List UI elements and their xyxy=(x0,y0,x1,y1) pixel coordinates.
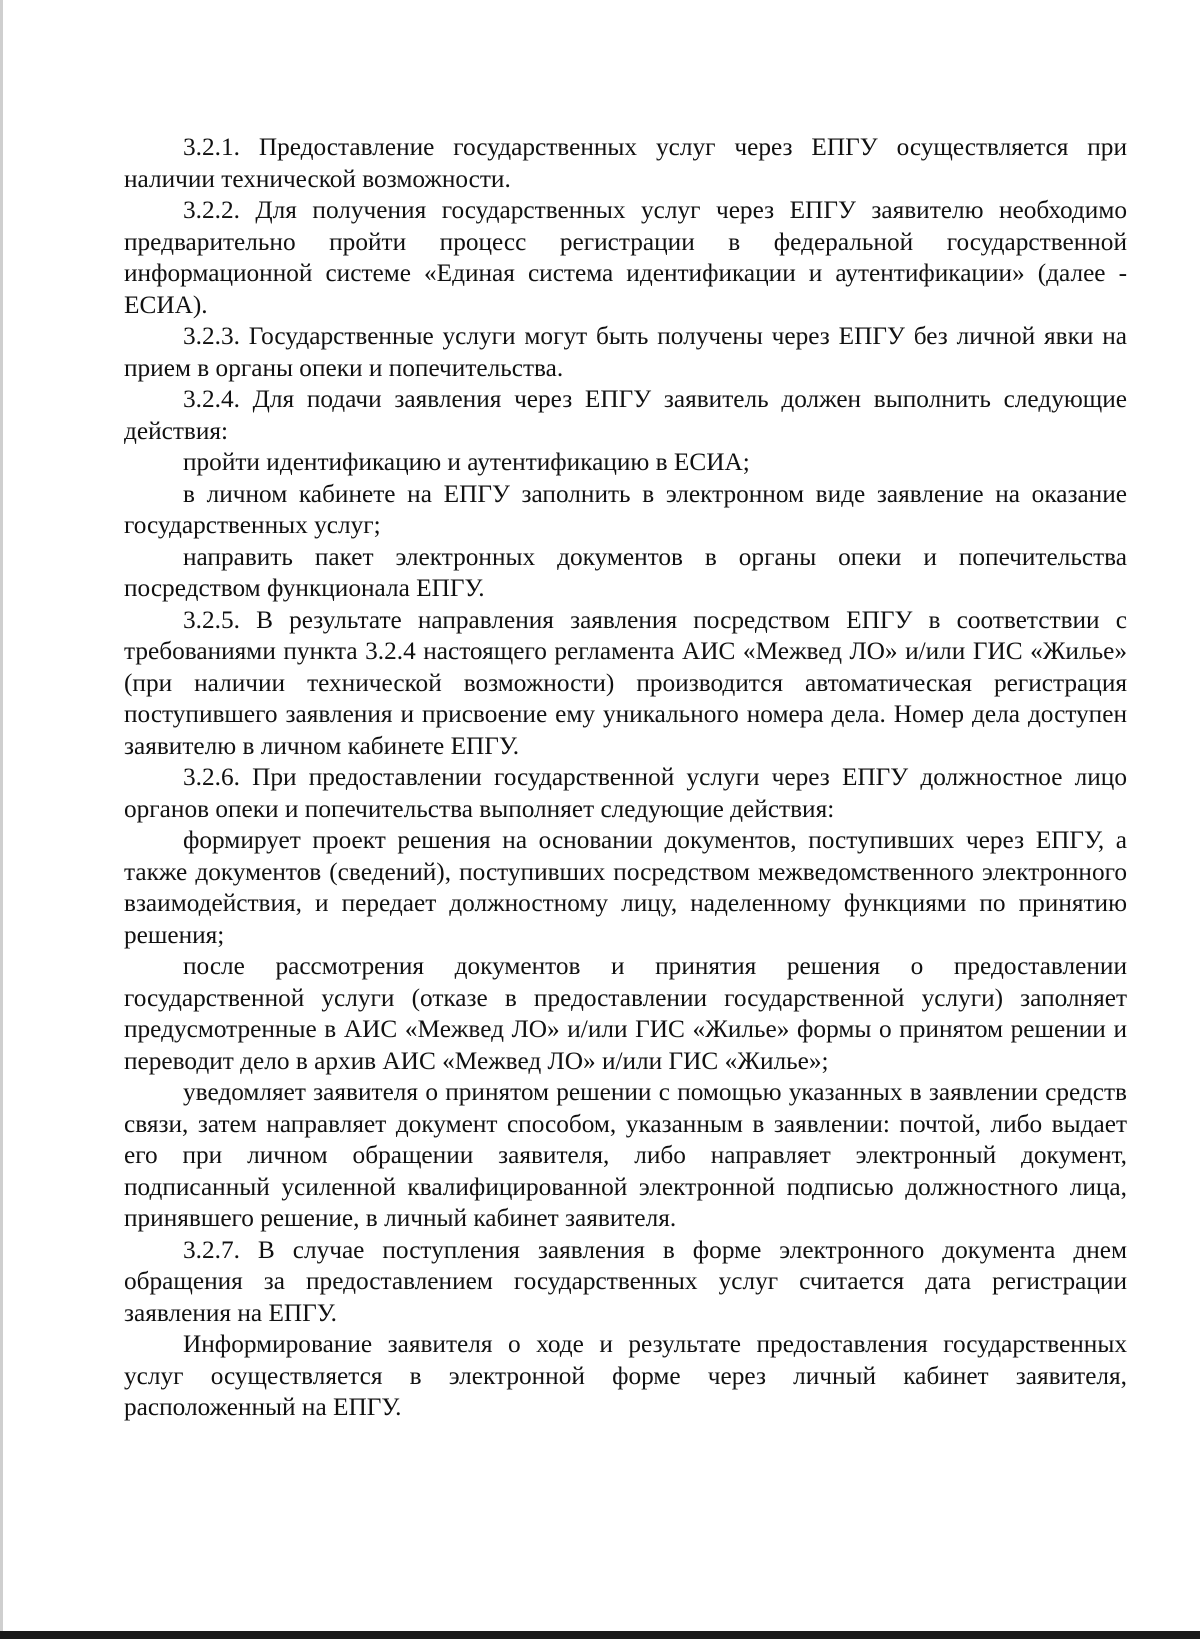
paragraph-3-2-1: 3.2.1. Предоставление государственных услуг через ЕПГУ осуществляется при наличии технической возможности. xyxy=(124,133,1127,193)
list-item-identification: пройти идентификацию и аутентификацию в ЕСИА; xyxy=(183,448,750,476)
paragraph-3-2-3: 3.2.3. Государственные услуги могут быть получены через ЕПГУ без личной явки на прием в органы опеки и попечительства. xyxy=(124,322,1127,382)
list-item-record-decision: после рассмотрения документов и принятия решения о предоставлении государственной услуги (отказе в предоставлении государственной услуги) заполняет предусмотренные в АИС «Межвед ЛО» и/или ГИС «Жилье» формы о принятом решении и переводит дело в архив АИС «Межвед ЛО» и/или ГИС «Жилье»; xyxy=(124,952,1127,1075)
paragraph-3-2-2: 3.2.2. Для получения государственных услуг через ЕПГУ заявителю необходимо предварительно пройти процесс регистрации в федеральной государственной информационной системе «Единая система идентификации и аутентификации» (далее - ЕСИА). xyxy=(124,196,1127,319)
list-item-notify-applicant: уведомляет заявителя о принятом решении с помощью указанных в заявлении средств связи, затем направляет документ способом, указанным в заявлении: почтой, либо выдает его при личном обращении заявителя, либо направляет электронный документ, подписанный усиленной квалифицированной электронной подписью должностного лица, принявшего решение, в личный кабинет заявителя. xyxy=(124,1078,1127,1232)
document-body xyxy=(124,132,1127,1424)
paragraph-3-2-6: 3.2.6. При предоставлении государственной услуги через ЕПГУ должностное лицо органов опеки и попечительства выполняет следующие действия: xyxy=(124,763,1127,823)
scan-left-edge xyxy=(0,0,3,1639)
list-item-send-documents: направить пакет электронных документов в органы опеки и попечительства посредством функционала ЕПГУ. xyxy=(124,542,1127,602)
paragraph-3-2-7: 3.2.7. В случае поступления заявления в форме электронного документа днем обращения за предоставлением государственных услуг считается дата регистрации заявления на ЕПГУ. xyxy=(124,1235,1127,1327)
paragraph-informing: Информирование заявителя о ходе и результате предоставления государственных услуг осуществляется в электронной форме через личный кабинет заявителя, расположенный на ЕПГУ. xyxy=(124,1330,1127,1421)
scan-bottom-edge xyxy=(0,1631,1200,1639)
list-item-draft-decision: формирует проект решения на основании документов, поступивших через ЕПГУ, а также документов (сведений), поступивших посредством межведомственного электронного взаимодействия, и передает должностному лицу, наделенному функциями по принятию решения; xyxy=(124,826,1127,949)
paragraph-3-2-4: 3.2.4. Для подачи заявления через ЕПГУ заявитель должен выполнить следующие действия: xyxy=(124,385,1127,445)
paragraph-3-2-5: 3.2.5. В результате направления заявления посредством ЕПГУ в соответствии с требованиями пункта 3.2.4 настоящего регламента АИС «Межвед ЛО» и/или ГИС «Жилье» (при наличии технической возможности) производится автоматическая регистрация поступившего заявления и присвоение ему уникального номера дела. Номер дела доступен заявителю в личном кабинете ЕПГУ. xyxy=(124,605,1127,760)
list-item-fill-application: в личном кабинете на ЕПГУ заполнить в электронном виде заявление на оказание государственных услуг; xyxy=(124,479,1127,539)
